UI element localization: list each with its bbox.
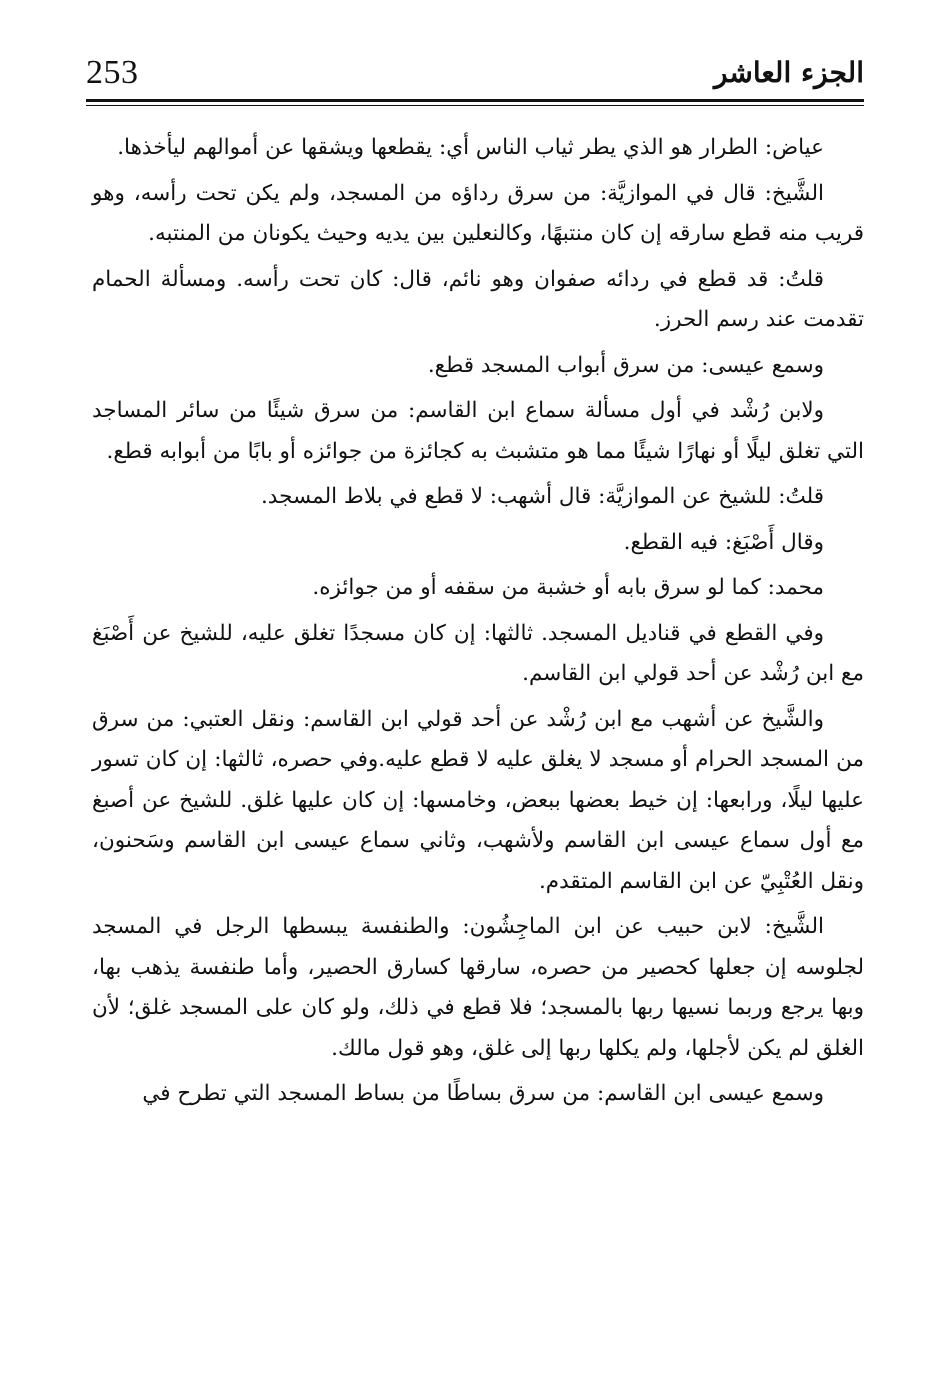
paragraph: وسمع عيسى ابن القاسم: من سرق بساطًا من بساط المسجد التي تطرح في bbox=[142, 1081, 824, 1106]
header-rule-thick bbox=[86, 99, 864, 102]
paragraph: ولابن رُشْد في أول مسألة سماع ابن القاسم: من سرق شيئًا من سائر المساجد التي تغلق ليلًا أو نهارًا شيئًا مما هو متشبث به كجائزة من جوائزه أو بابًا من أبوابه قطع. bbox=[92, 398, 864, 464]
paragraph: وفي القطع في قناديل المسجد. ثالثها: إن كان مسجدًا تغلق عليه، للشيخ عن أَصْبَغ مع ابن رُشْد عن أحد قولي ابن القاسم. bbox=[92, 620, 864, 686]
paragraph: وقال أَصْبَغ: فيه القطع. bbox=[623, 529, 824, 555]
paragraph: قلتُ: للشيخ عن الموازيَّة: قال أشهب: لا قطع في بلاط المسجد. bbox=[260, 484, 824, 509]
paragraph: عياض: الطرار هو الذي يطر ثياب الناس أي: يقطعها ويشقها عن أموالهم ليأخذها. bbox=[117, 135, 824, 160]
page-number: 253 bbox=[86, 54, 139, 91]
paragraph: الشَّيخ: لابن حبيب عن ابن الماجِشُون: والطنفسة يبسطها الرجل في المسجد لجلوسه إن جعلها كحصير من حصره، سارقها كسارق الحصير، وأما طنفسة يذهب بها، وبها يرجع وربما نسيها ربها بالمسجد؛ فلا قطع في ذلك، ولو كان على المسجد غلق؛ لأن الغلق لم يكن لأجلها، ولم يكلها ربها إلى غلق، وهو قول مالك. bbox=[92, 914, 864, 1061]
paragraph: قلتُ: قد قطع في ردائه صفوان وهو نائم، قال: كان تحت رأسه. ومسألة الحمام تقدمت عند رسم الحرز. bbox=[92, 266, 864, 332]
page-header bbox=[86, 52, 864, 102]
paragraph: الشَّيخ: قال في الموازيَّة: من سرق رداؤه من المسجد، ولم يكن تحت رأسه، وهو قريب منه قطع سارقه إن كان منتبهًا، وكالنعلين بين يديه وحيث يكونان من المنتبه. bbox=[92, 180, 864, 246]
paragraph: محمد: كما لو سرق بابه أو خشبة من سقفه أو من جوائزه. bbox=[312, 575, 824, 600]
header-rule-thin bbox=[86, 105, 864, 106]
paragraph: والشَّيخ عن أشهب مع ابن رُشْد عن أحد قولي ابن القاسم: ونقل العتبي: من سرق من المسجد الحرام أو مسجد لا يغلق عليه لا قطع عليه.وفي حصره، ثالثها: إن كان تسور عليها ليلًا، ورابعها: إن خيط بعضها ببعض، وخامسها: إن كان عليها غلق. للشيخ عن أصبغ مع أول سماع عيسى ابن القاسم ولأشهب، وثاني سماع عيسى ابن القاسم وسَحنون، ونقل العُتْبِيّ عن ابن القاسم المتقدم. bbox=[92, 706, 864, 894]
body-text bbox=[92, 128, 864, 1115]
running-title: الجزء العاشر bbox=[713, 56, 864, 89]
paragraph: وسمع عيسى: من سرق أبواب المسجد قطع. bbox=[427, 352, 824, 378]
